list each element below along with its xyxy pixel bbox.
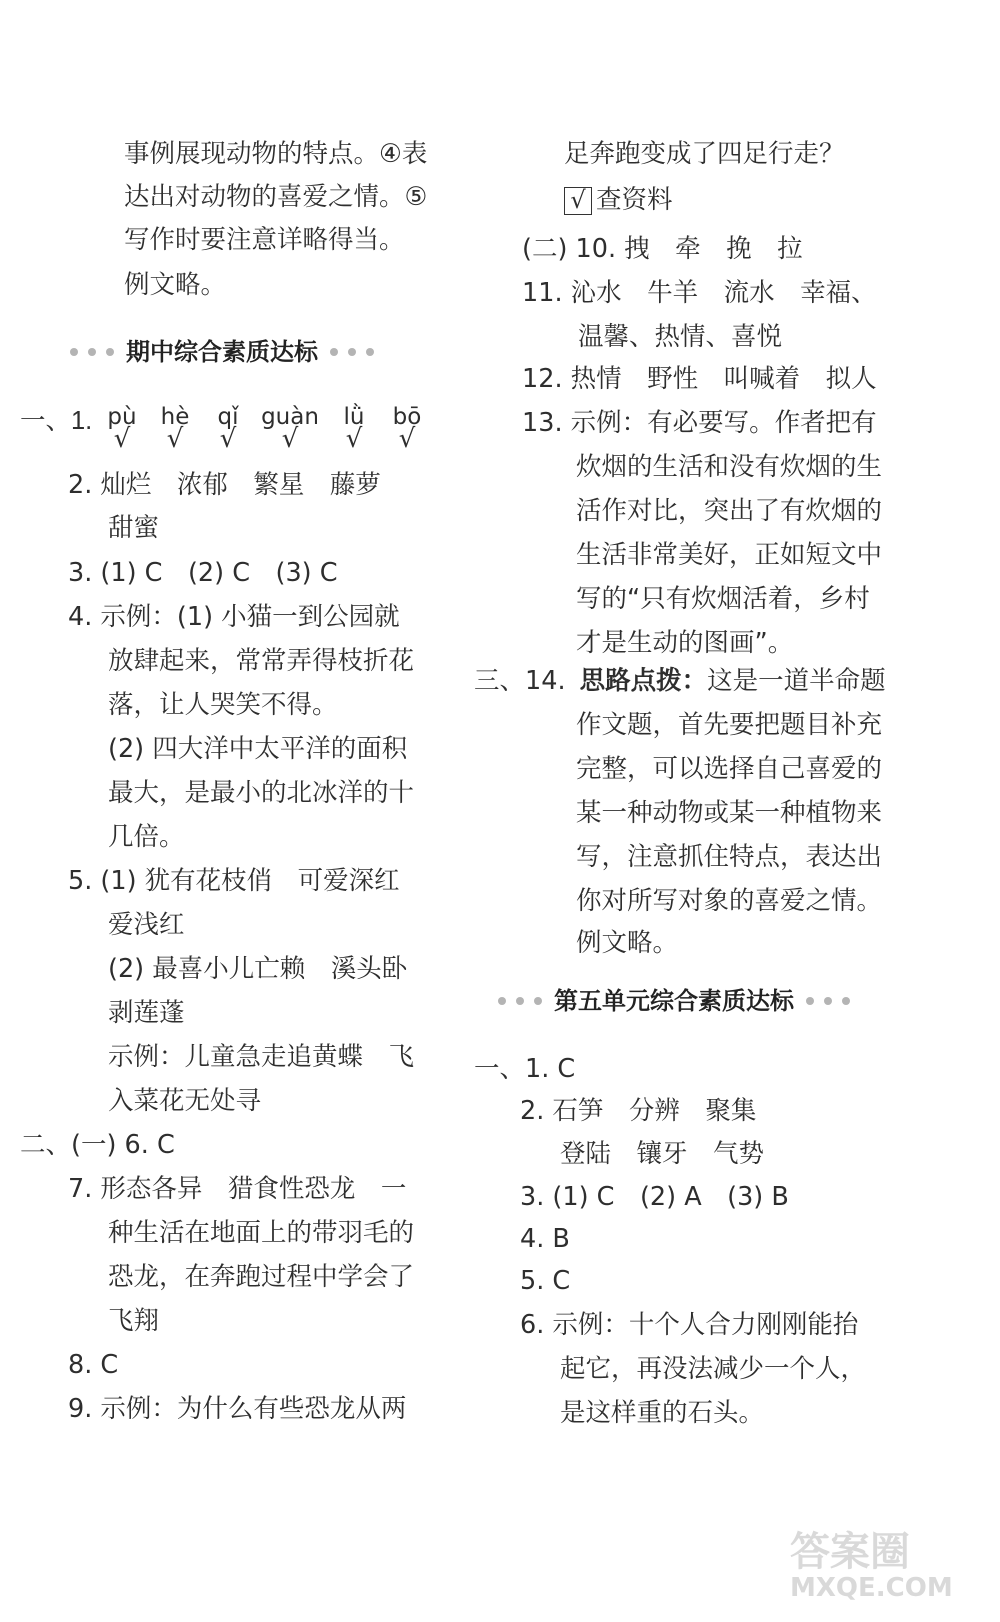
q14-line-5: 写，注意抓住特点，表达出	[576, 842, 883, 872]
q7-line-1: 7. 形态各异 猎食性恐龙 一	[68, 1174, 407, 1204]
q4-line-4: (2) 四大洋中太平洋的面积	[108, 734, 408, 764]
check-mark-icon: √	[219, 424, 237, 454]
intro-line-1: 事例展现动物的特点。④表	[124, 139, 428, 169]
q12-answer: 12. 热情 野性 叫喊着 拟人	[522, 364, 877, 394]
u6-line-2: 起它，再没法减少一个人，	[560, 1354, 867, 1384]
decor-dots-left	[70, 348, 114, 356]
section-title-unit5: 第五单元综合素质达标	[554, 987, 794, 1015]
q7-line-3: 恐龙，在奔跑过程中学会了	[108, 1262, 415, 1292]
pinyin-item: hè √	[143, 404, 207, 452]
check-mark-icon: √	[166, 424, 184, 454]
section-header-unit5	[486, 985, 862, 1017]
q7-line-4: 飞翔	[108, 1306, 160, 1336]
intro-line-4: 例文略。	[124, 270, 227, 300]
u4-answer: 4. B	[520, 1224, 570, 1254]
q4-line-2: 放肆起来，常常弄得枝折花	[108, 646, 415, 676]
q4-line-3: 落，让人哭笑不得。	[108, 690, 338, 720]
q14-line-1: 三、14. 思路点拨：这是一道半命题	[474, 666, 886, 696]
q14-line-7: 例文略。	[576, 928, 679, 958]
pinyin-item: guàn √	[258, 404, 322, 452]
decor-dots-right	[330, 348, 374, 356]
u1-answer: 一、1. C	[474, 1054, 576, 1084]
pinyin-item: bō √	[375, 404, 439, 452]
intro-line-2: 达出对动物的喜爱之情。⑤	[124, 182, 428, 212]
q14-line-4: 某一种动物或某一种植物来	[576, 798, 883, 828]
q1-prefix: 一、1.	[20, 407, 93, 435]
q3-answer: 3. (1) C (2) C (3) C	[68, 558, 338, 588]
q5-line-4: 剥莲蓬	[108, 998, 185, 1028]
q5-line-3: (2) 最喜小儿亡赖 溪头卧	[108, 954, 408, 984]
q14-line-6: 你对所写对象的喜爱之情。	[576, 886, 883, 916]
q14-hint-label: 思路点拨：	[579, 666, 708, 696]
q9-line-2: 足奔跑变成了四足行走？	[564, 139, 845, 169]
q6-answer: 二、(一) 6. C	[20, 1130, 175, 1160]
u5-answer: 5. C	[520, 1266, 571, 1296]
q14-line-3: 完整，可以选择自己喜爱的	[576, 754, 883, 784]
check-mark-icon: √	[345, 424, 363, 454]
pinyin-item: lǜ √	[322, 404, 386, 452]
decor-dots-left	[498, 997, 542, 1005]
q7-line-2: 种生活在地面上的带羽毛的	[108, 1218, 415, 1248]
q11-line-2: 温馨、热情、喜悦	[578, 322, 783, 352]
q13-line-2: 炊烟的生活和没有炊烟的生	[576, 452, 883, 482]
checked-box-icon: √	[564, 187, 592, 215]
q5-line-1: 5. (1) 犹有花枝俏 可爱深红	[68, 866, 400, 896]
q13-line-6: 才是生动的图画”。	[576, 628, 794, 658]
q10-answer: (二) 10. 拽 牵 挽 拉	[522, 234, 803, 264]
pinyin-item: qǐ √	[196, 404, 260, 452]
q13-line-3: 活作对比，突出了有炊烟的	[576, 496, 883, 526]
q8-answer: 8. C	[68, 1350, 119, 1380]
q2-line-2: 甜蜜	[108, 513, 160, 543]
u6-line-3: 是这样重的石头。	[560, 1398, 765, 1428]
q13-line-5: 写的“只有炊烟活着，乡村	[576, 584, 870, 614]
watermark-logo	[790, 1529, 970, 1603]
u3-answer: 3. (1) C (2) A (3) B	[520, 1182, 789, 1212]
q4-line-5: 最大，是最小的北冰洋的十	[108, 778, 415, 808]
watermark-url: MXQE.COM	[790, 1573, 953, 1603]
check-label: 查资料	[596, 185, 673, 215]
q4-line-6: 几倍。	[108, 822, 185, 852]
q13-line-1: 13. 示例：有必要写。作者把有	[522, 408, 877, 438]
q14-prefix: 三、14.	[474, 666, 566, 696]
decor-dots-right	[806, 997, 850, 1005]
pinyin-item: pù √	[90, 404, 154, 452]
q2-line-1: 2. 灿烂 浓郁 繁星 藤萝	[68, 470, 381, 500]
q13-line-4: 生活非常美好，正如短文中	[576, 540, 883, 570]
q9-line-1: 9. 示例：为什么有些恐龙从两	[68, 1394, 407, 1424]
check-mark-icon: √	[113, 424, 131, 454]
q11-line-1: 11. 沁水 牛羊 流水 幸福、	[522, 278, 877, 308]
check-mark-icon: √	[398, 424, 416, 454]
watermark-logo-text: 答案圈	[790, 1529, 910, 1575]
q4-line-1: 4. 示例：(1) 小猫一到公园就	[68, 602, 400, 632]
section-title-midterm: 期中综合素质达标	[126, 338, 318, 366]
q5-line-6: 入菜花无处寻	[108, 1086, 262, 1116]
q14-line-2: 作文题，首先要把题目补充	[576, 710, 883, 740]
intro-line-3: 写作时要注意详略得当。	[124, 225, 405, 255]
u2-line-1: 2. 石笋 分辨 聚集	[520, 1096, 757, 1126]
q5-line-2: 爱浅红	[108, 910, 185, 940]
u6-line-1: 6. 示例：十个人合力刚刚能抬	[520, 1310, 859, 1340]
u2-line-2: 登陆 镶牙 气势	[560, 1139, 765, 1169]
check-row	[564, 183, 673, 217]
section-header-midterm	[58, 336, 386, 368]
check-mark-icon: √	[281, 424, 299, 454]
q5-line-5: 示例：儿童急走追黄蝶 飞	[108, 1042, 415, 1072]
